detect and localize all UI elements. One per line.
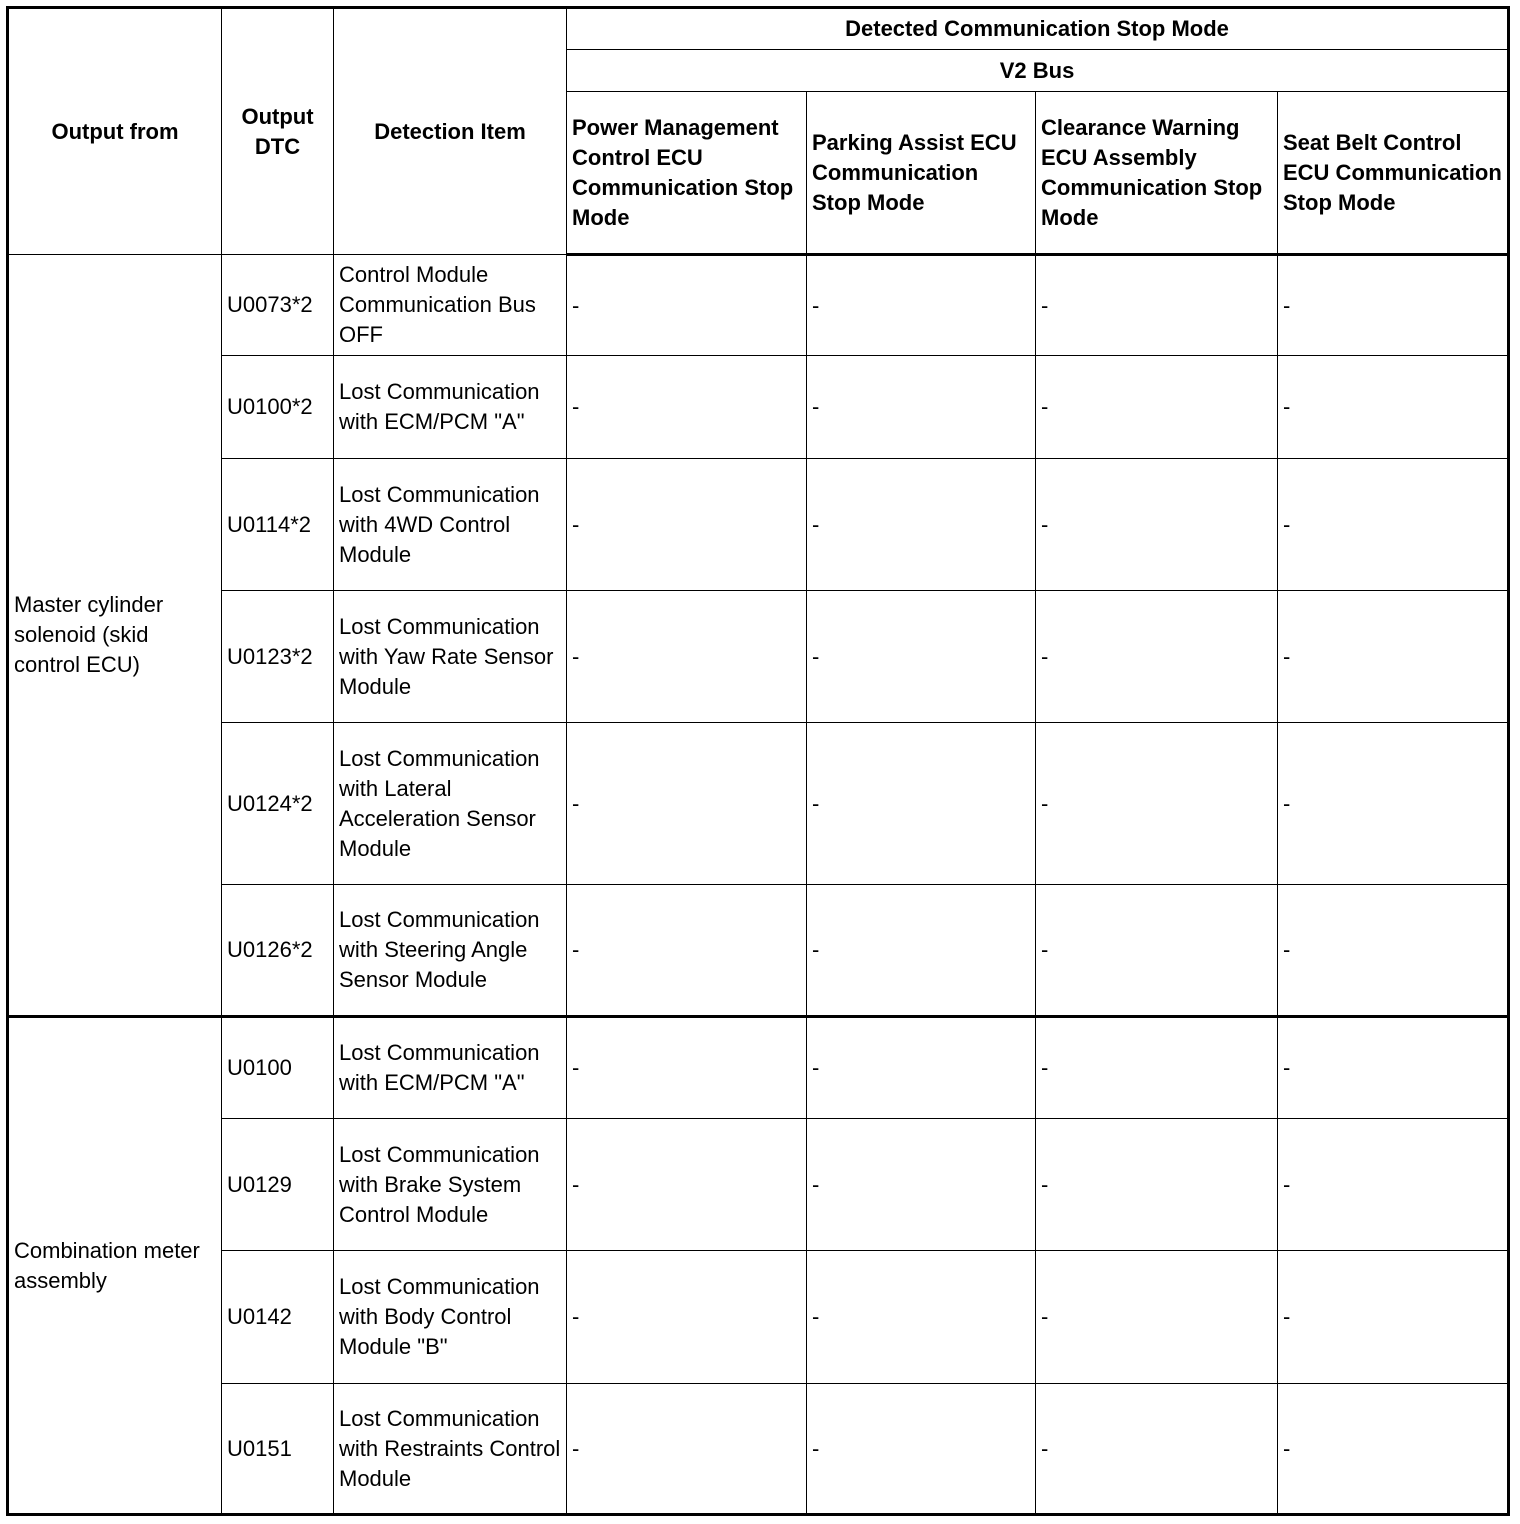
header-detection-item: Detection Item xyxy=(334,8,567,255)
dtc-cell: U0124*2 xyxy=(222,723,334,885)
mode-cell: - xyxy=(567,723,807,885)
table-body xyxy=(8,255,1509,1515)
page xyxy=(6,6,1510,1516)
mode-cell: - xyxy=(1036,1017,1278,1119)
detection-item-cell: Lost Communication with Body Control Module "B" xyxy=(334,1251,567,1384)
detection-item-cell: Lost Communication with Restraints Control Module xyxy=(334,1384,567,1515)
mode-cell: - xyxy=(1278,356,1509,459)
mode-cell: - xyxy=(807,356,1036,459)
mode-cell: - xyxy=(1036,1251,1278,1384)
detection-item-cell: Lost Communication with Lateral Acceleration Sensor Module xyxy=(334,723,567,885)
dtc-cell: U0151 xyxy=(222,1384,334,1515)
dtc-cell: U0073*2 xyxy=(222,255,334,356)
table-row xyxy=(8,1384,1509,1515)
mode-cell: - xyxy=(1278,1119,1509,1251)
mode-cell: - xyxy=(1036,356,1278,459)
mode-cell: - xyxy=(1278,591,1509,723)
mode-cell: - xyxy=(1036,255,1278,356)
table-header xyxy=(8,8,1509,255)
mode-cell: - xyxy=(807,255,1036,356)
mode-cell: - xyxy=(1036,591,1278,723)
header-mode-clearance-warning: Clearance Warning ECU Assembly Communication Stop Mode xyxy=(1036,92,1278,255)
mode-cell: - xyxy=(1278,1251,1509,1384)
detection-item-cell: Lost Communication with Yaw Rate Sensor Module xyxy=(334,591,567,723)
mode-cell: - xyxy=(807,885,1036,1017)
mode-cell: - xyxy=(567,1119,807,1251)
mode-cell: - xyxy=(1278,1017,1509,1119)
mode-cell: - xyxy=(1278,255,1509,356)
mode-cell: - xyxy=(1036,459,1278,591)
dtc-cell: U0126*2 xyxy=(222,885,334,1017)
output-from-cell: Master cylinder solenoid (skid control ECU) xyxy=(8,255,222,1017)
mode-cell: - xyxy=(567,1017,807,1119)
detection-item-cell: Lost Communication with Steering Angle Sensor Module xyxy=(334,885,567,1017)
detection-item-cell: Lost Communication with ECM/PCM "A" xyxy=(334,1017,567,1119)
mode-cell: - xyxy=(1278,1384,1509,1515)
table-row xyxy=(8,1017,1509,1119)
mode-cell: - xyxy=(1278,459,1509,591)
dtc-cell: U0100*2 xyxy=(222,356,334,459)
dtc-cell: U0123*2 xyxy=(222,591,334,723)
mode-cell: - xyxy=(807,459,1036,591)
mode-cell: - xyxy=(567,591,807,723)
table-row xyxy=(8,356,1509,459)
mode-cell: - xyxy=(1036,885,1278,1017)
mode-cell: - xyxy=(567,885,807,1017)
table-row xyxy=(8,255,1509,356)
detection-item-cell: Lost Communication with ECM/PCM "A" xyxy=(334,356,567,459)
header-mode-parking-assist: Parking Assist ECU Communication Stop Mode xyxy=(807,92,1036,255)
mode-cell: - xyxy=(1278,723,1509,885)
detection-item-cell: Lost Communication with Brake System Control Module xyxy=(334,1119,567,1251)
mode-cell: - xyxy=(567,1384,807,1515)
mode-cell: - xyxy=(807,591,1036,723)
mode-cell: - xyxy=(567,356,807,459)
detection-item-cell: Lost Communication with 4WD Control Module xyxy=(334,459,567,591)
header-detected-mode: Detected Communication Stop Mode xyxy=(567,8,1509,50)
mode-cell: - xyxy=(807,1017,1036,1119)
mode-cell: - xyxy=(1036,723,1278,885)
mode-cell: - xyxy=(807,723,1036,885)
output-from-cell: Combination meter assembly xyxy=(8,1017,222,1515)
mode-cell: - xyxy=(1036,1384,1278,1515)
table-row xyxy=(8,591,1509,723)
table-row xyxy=(8,885,1509,1017)
mode-cell: - xyxy=(567,459,807,591)
mode-cell: - xyxy=(807,1119,1036,1251)
mode-cell: - xyxy=(567,1251,807,1384)
mode-cell: - xyxy=(1278,885,1509,1017)
mode-cell: - xyxy=(1036,1119,1278,1251)
header-mode-power-management: Power Management Control ECU Communication Stop Mode xyxy=(567,92,807,255)
table-row xyxy=(8,1119,1509,1251)
dtc-cell: U0100 xyxy=(222,1017,334,1119)
dtc-cell: U0129 xyxy=(222,1119,334,1251)
header-mode-seat-belt: Seat Belt Control ECU Communication Stop Mode xyxy=(1278,92,1509,255)
dtc-cell: U0142 xyxy=(222,1251,334,1384)
header-output-from: Output from xyxy=(8,8,222,255)
table-row xyxy=(8,1251,1509,1384)
dtc-communication-stop-table xyxy=(6,6,1510,1516)
mode-cell: - xyxy=(807,1384,1036,1515)
detection-item-cell: Control Module Communication Bus OFF xyxy=(334,255,567,356)
mode-cell: - xyxy=(567,255,807,356)
table-row xyxy=(8,723,1509,885)
mode-cell: - xyxy=(807,1251,1036,1384)
dtc-cell: U0114*2 xyxy=(222,459,334,591)
table-row xyxy=(8,459,1509,591)
header-output-dtc: Output DTC xyxy=(222,8,334,255)
header-bus: V2 Bus xyxy=(567,50,1509,92)
